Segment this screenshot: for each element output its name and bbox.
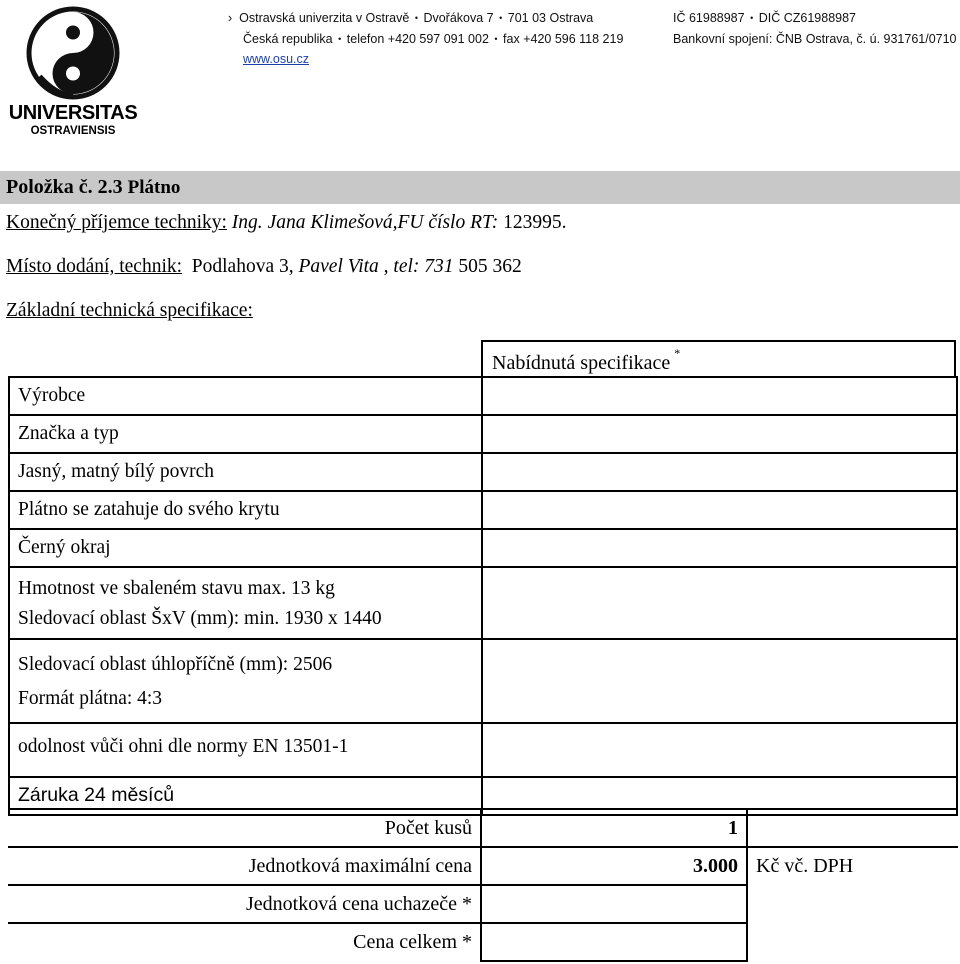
dic-number: DIČ CZ61988987 (758, 11, 856, 25)
offered-spec-cell[interactable] (482, 723, 957, 777)
delivery-label: Místo dodání, technik: (6, 256, 183, 277)
total-unit (747, 923, 958, 961)
dot-separator: • (499, 13, 503, 23)
table-row (9, 453, 957, 491)
bank-details: Bankovní spojení: ČNB Ostrava, č. ú. 931761/0710 (673, 32, 957, 46)
table-row (8, 847, 958, 885)
university-emblem-icon (26, 6, 120, 100)
count-unit (747, 809, 958, 847)
delivery-contact: Pavel Vita , tel: 731 (298, 256, 454, 277)
table-row (9, 529, 957, 567)
table-row (9, 639, 957, 723)
offered-spec-cell[interactable] (482, 415, 957, 453)
address-line-2: Česká republika • telefon +420 597 091 002 • fax +420 596 118 219 (243, 32, 624, 46)
offered-spec-cell[interactable] (482, 377, 957, 415)
spec-label: Plátno se zatahuje do svého krytu (9, 491, 482, 529)
table-row (9, 491, 957, 529)
website-line (243, 52, 309, 66)
table-row (8, 923, 958, 961)
table-row (9, 567, 957, 639)
recipient-name: Ing. Jana Klimešová,FU číslo RT: (231, 212, 499, 233)
offered-spec-cell[interactable] (482, 567, 957, 639)
spec-label: Záruka 24 měsíců (9, 777, 482, 815)
table-row (9, 415, 957, 453)
ic-number: IČ 61988987 (673, 11, 745, 25)
basic-spec-label: Základní technická specifikace: (6, 300, 253, 321)
max-price-unit: Kč vč. DPH (747, 847, 958, 885)
spec-label: Výrobce (9, 377, 482, 415)
offered-spec-header (481, 340, 956, 377)
offered-spec-cell[interactable] (482, 639, 957, 723)
spec-label: Hmotnost ve sbaleném stavu max. 13 kg Sledovací oblast ŠxV (mm): min. 1930 x 1440 (9, 567, 482, 639)
table-row (8, 809, 958, 847)
spec-label: Sledovací oblast úhlopříčně (mm): 2506 Formát plátna: 4:3 (9, 639, 482, 723)
max-price-value: 3.000 (481, 847, 747, 885)
unit-price-input[interactable] (481, 885, 747, 923)
table-row (9, 723, 957, 777)
bullet-marker: › (228, 11, 233, 25)
max-price-label: Jednotková maximální cena (8, 847, 481, 885)
table-row (8, 885, 958, 923)
count-value: 1 (481, 809, 747, 847)
unit-price-unit (747, 885, 958, 923)
recipient-line (6, 212, 567, 234)
website-link[interactable]: www.osu.cz (243, 52, 309, 66)
offered-spec-title: Nabídnutá specifikace * (492, 346, 681, 374)
recipient-number: 123995. (503, 212, 567, 233)
section-title: Položka č. 2.3 Plátno (6, 176, 181, 198)
table-row (9, 377, 957, 415)
spec-label: Jasný, matný bílý povrch (9, 453, 482, 491)
spec-label: Značka a typ (9, 415, 482, 453)
total-label: Cena celkem * (8, 923, 481, 961)
logo-subtitle: OSTRAVIENSIS (30, 125, 116, 137)
university-logo (8, 6, 138, 140)
delivery-line (6, 256, 522, 278)
dot-separator: • (338, 34, 342, 44)
delivery-phone: 505 362 (458, 256, 522, 277)
spec-table (8, 376, 958, 816)
offered-spec-cell[interactable] (482, 491, 957, 529)
offered-spec-cell[interactable] (482, 453, 957, 491)
delivery-address: Podlahova 3, (191, 256, 294, 277)
price-table (8, 808, 958, 962)
dot-separator: • (750, 13, 754, 23)
spec-label: odolnost vůči ohni dle normy EN 13501-1 (9, 723, 482, 777)
address-line-1: › Ostravská univerzita v Ostravě • Dvořákova 7 • 701 03 Ostrava (228, 11, 594, 25)
offered-spec-cell[interactable] (482, 529, 957, 567)
spec-label: Černý okraj (9, 529, 482, 567)
logo-wordmark: UNIVERSITAS (8, 102, 138, 124)
unit-price-label: Jednotková cena uchazeče * (8, 885, 481, 923)
recipient-label: Konečný příjemce techniky: (6, 212, 227, 233)
dot-separator: • (414, 13, 418, 23)
company-ids (673, 11, 856, 25)
total-input[interactable] (481, 923, 747, 961)
count-label: Počet kusů (8, 809, 481, 847)
dot-separator: • (494, 34, 498, 44)
